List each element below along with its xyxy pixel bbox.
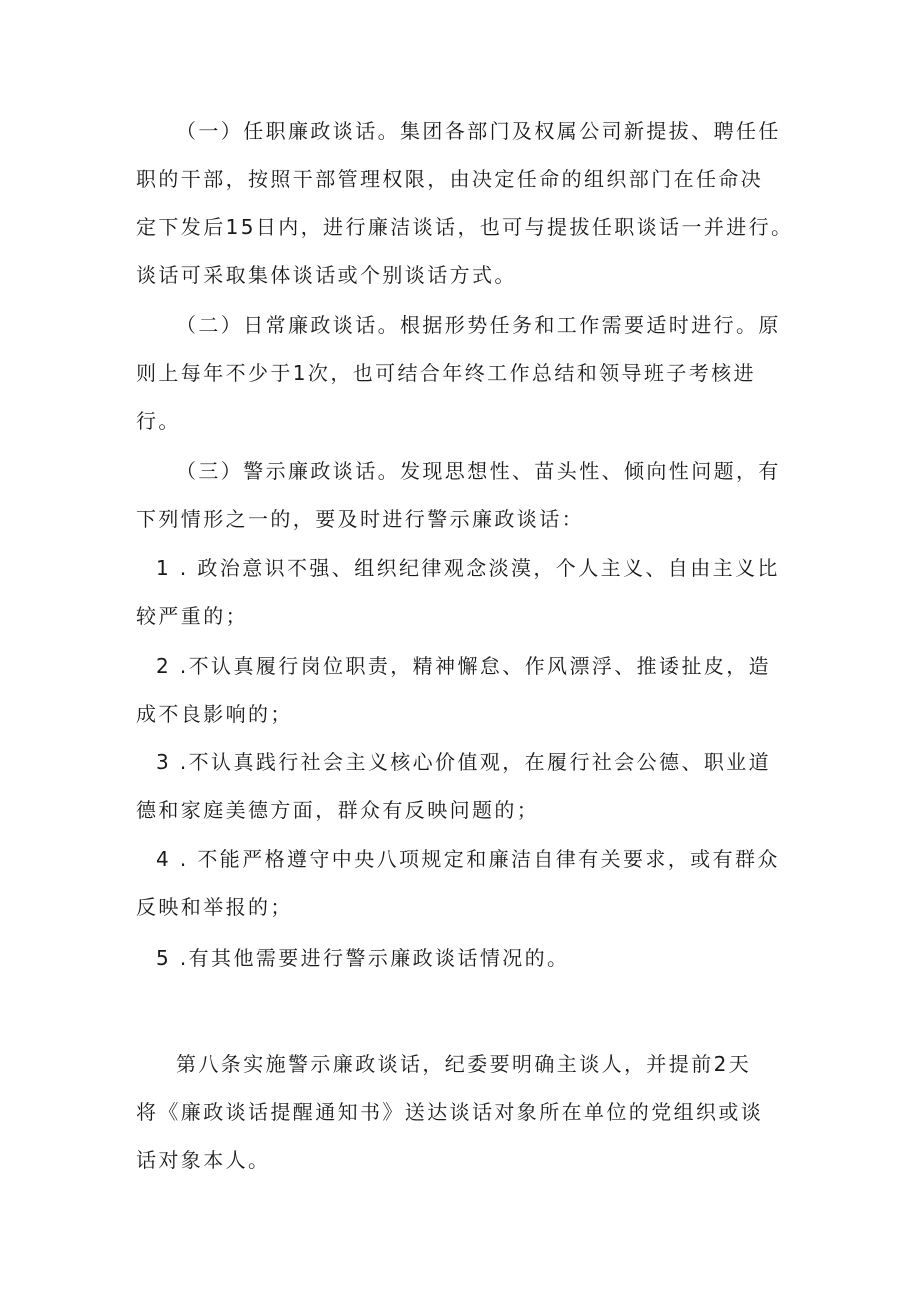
text-line: 2 .不认真履行岗位职责，精神懈怠、作风漂浮、推诿扯皮，造: [156, 654, 772, 678]
text-line: （一）任职廉政谈话。集团各部门及权属公司新提拔、聘任任: [176, 119, 781, 143]
text-line: （三）警示廉政谈话。发现思想性、苗头性、倾向性问题，有: [176, 459, 781, 483]
text-line: 1 . 政治意识不强、组织纪律观念淡漠，个人主义、自由主义比: [156, 556, 780, 580]
text-line: 谈话可采取集体谈话或个别谈话方式。: [136, 263, 517, 287]
paragraph-warning-talk: [136, 447, 816, 543]
text-line: 3 .不认真践行社会主义核心价值观，在履行社会公德、职业道: [156, 750, 772, 774]
text-line: 职的干部，按照干部管理权限，由决定任命的组织部门在任命决: [136, 167, 764, 191]
text-line: 则上每年不少于1次，也可结合年终工作总结和领导班子考核进: [136, 361, 756, 385]
text-line: 行。: [136, 409, 181, 433]
text-line: 反映和举报的；: [136, 895, 293, 919]
list-item-3: [136, 738, 816, 834]
text-line: 第八条实施警示廉政谈话，纪委要明确主谈人，并提前2天: [176, 1052, 752, 1076]
text-line: 话对象本人。: [136, 1148, 271, 1172]
paragraph-appointment-talk: [136, 107, 816, 299]
text-line: 将《廉政谈话提醒通知书》送达谈话对象所在单位的党组织或谈: [136, 1100, 764, 1124]
text-line: 较严重的；: [136, 604, 248, 628]
text-line: 下列情形之一的，要及时进行警示廉政谈话：: [136, 507, 584, 531]
paragraph-daily-talk: [136, 301, 816, 445]
text-line: （二）日常廉政谈话。根据形势任务和工作需要适时进行。原: [176, 313, 781, 337]
text-line: 4 . 不能严格遵守中央八项规定和廉洁自律有关要求，或有群众: [156, 847, 780, 871]
text-line: 德和家庭美德方面，群众有反映问题的；: [136, 798, 540, 822]
text-line: 5 .有其他需要进行警示廉政谈话情况的。: [156, 946, 570, 970]
list-item-2: [136, 642, 816, 738]
list-item-4: [136, 835, 816, 931]
paragraph-article-eight: [136, 1040, 816, 1184]
text-line: 定下发后15日内，进行廉洁谈话，也可与提拔任职谈话一并进行。: [136, 215, 794, 239]
list-item-1: [136, 544, 816, 640]
text-line: 成不良影响的；: [136, 702, 293, 726]
list-item-5: [136, 934, 816, 982]
